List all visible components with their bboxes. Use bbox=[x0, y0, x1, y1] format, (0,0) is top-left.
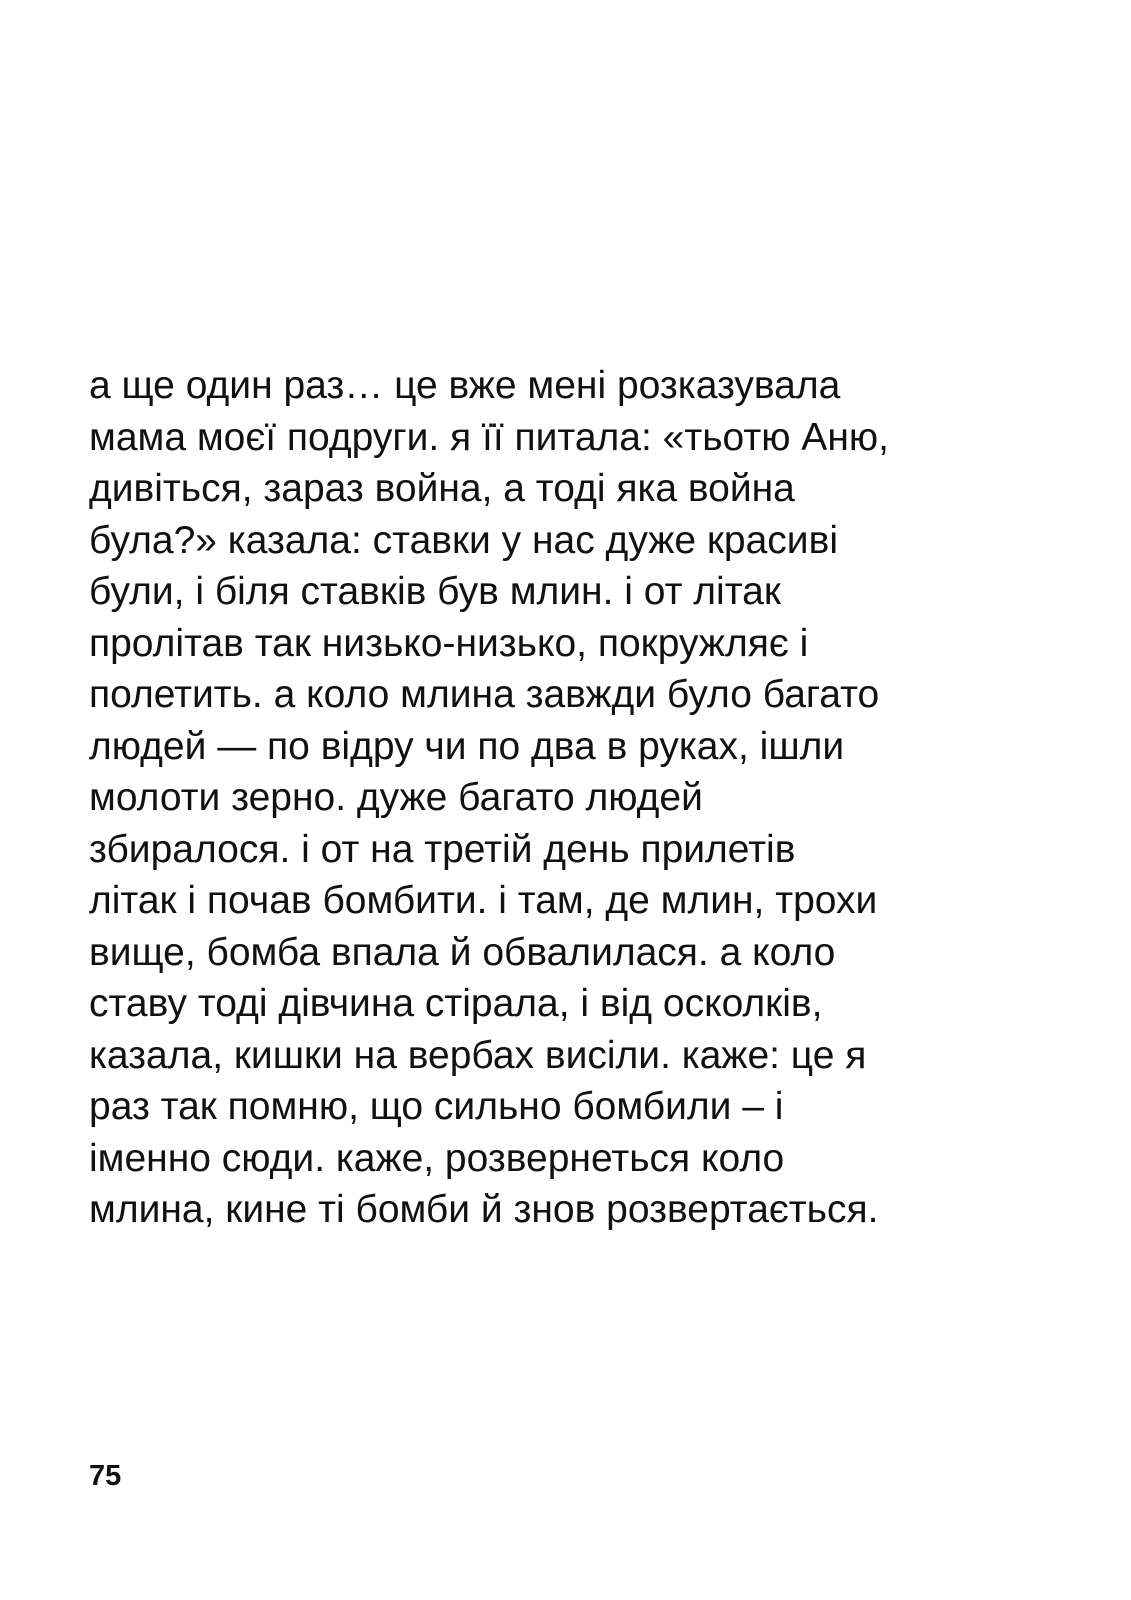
text-line: полетить. а коло млина завжди було багато bbox=[89, 673, 880, 716]
body-paragraph bbox=[89, 360, 1089, 1236]
text-line: ставу тоді дівчина стірала, і від осколків, bbox=[89, 982, 823, 1025]
text-line: були, і біля ставків був млин. і от літак bbox=[89, 570, 781, 613]
text-line: молоти зерно. дуже багато людей bbox=[89, 776, 703, 819]
text-line: мама моєї подруги. я її питала: «тьотю Аню, bbox=[89, 415, 889, 459]
text-line: пролітав так низько-низько, покружляє і bbox=[89, 621, 809, 665]
text-line: літак і почав бомбити. і там, де млин, трохи bbox=[89, 879, 878, 922]
text-line: млина, кине ті бомби й знов розвертається. bbox=[89, 1188, 879, 1231]
text-line: іменно сюди. каже, розвернеться коло bbox=[89, 1136, 785, 1180]
text-line: вище, бомба впала й обвалилася. а коло bbox=[89, 930, 836, 974]
text-line: дивіться, зараз война, а тоді яка война bbox=[89, 467, 795, 510]
text-line: казала, кишки на вербах висіли. каже: це я bbox=[89, 1033, 867, 1077]
text-line: людей — по відру чи по два в руках, ішли bbox=[89, 724, 845, 768]
text-line: була?» казала: ставки у нас дуже красиві bbox=[89, 518, 838, 562]
text-line: збиралося. і от на третій день прилетів bbox=[89, 827, 796, 871]
text-line: раз так помню, що сильно бомбили – і bbox=[89, 1085, 784, 1128]
page-number: 75 bbox=[89, 1460, 122, 1492]
text-line: а ще один раз… це вже мені розказувала bbox=[89, 364, 841, 407]
